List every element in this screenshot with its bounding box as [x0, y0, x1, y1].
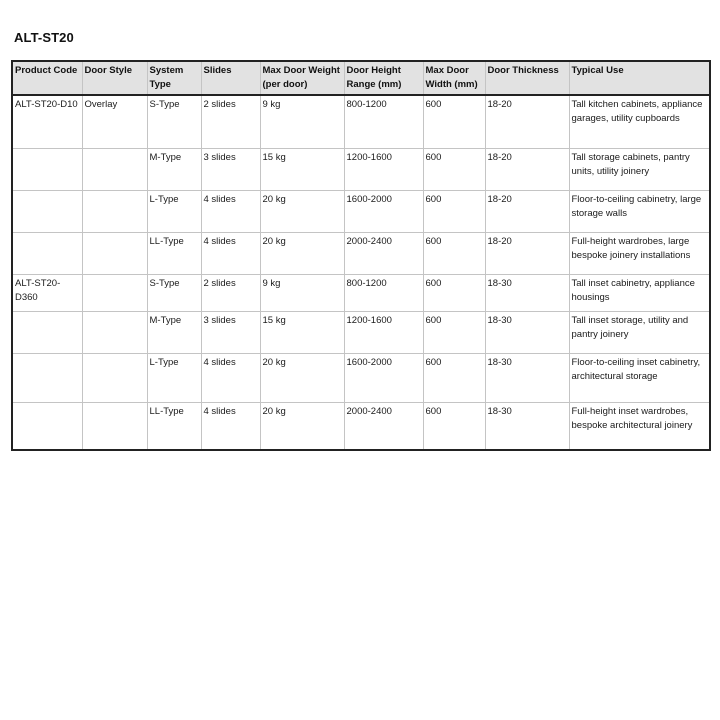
cell-door-height-range: 2000-2400 [344, 403, 423, 451]
header-door-thickness: Door Thickness [485, 61, 569, 95]
cell-typical-use: Tall inset cabinetry, appliance housings [569, 275, 710, 312]
cell-max-door-weight: 15 kg [260, 312, 344, 354]
cell-door-style [82, 275, 147, 312]
cell-max-door-width: 600 [423, 233, 485, 275]
cell-system-type: LL-Type [147, 403, 201, 451]
cell-door-style [82, 354, 147, 403]
cell-max-door-width: 600 [423, 149, 485, 191]
cell-product-code [12, 354, 82, 403]
cell-typical-use: Full-height inset wardrobes, bespoke architectural joinery [569, 403, 710, 451]
cell-door-height-range: 1200-1600 [344, 149, 423, 191]
cell-door-style [82, 403, 147, 451]
cell-slides: 3 slides [201, 312, 260, 354]
cell-door-height-range: 800-1200 [344, 275, 423, 312]
cell-door-height-range: 800-1200 [344, 95, 423, 149]
cell-typical-use: Floor-to-ceiling cabinetry, large storage walls [569, 191, 710, 233]
cell-door-thickness: 18-30 [485, 354, 569, 403]
cell-max-door-width: 600 [423, 191, 485, 233]
cell-door-style [82, 149, 147, 191]
cell-slides: 4 slides [201, 233, 260, 275]
cell-max-door-weight: 20 kg [260, 191, 344, 233]
cell-door-thickness: 18-30 [485, 275, 569, 312]
cell-door-thickness: 18-30 [485, 312, 569, 354]
cell-typical-use: Tall storage cabinets, pantry units, utility joinery [569, 149, 710, 191]
cell-max-door-width: 600 [423, 403, 485, 451]
cell-system-type: LL-Type [147, 233, 201, 275]
header-product-code: Product Code [12, 61, 82, 95]
cell-system-type: L-Type [147, 354, 201, 403]
cell-slides: 2 slides [201, 275, 260, 312]
cell-product-code [12, 233, 82, 275]
cell-product-code: ALT-ST20-D360 [12, 275, 82, 312]
cell-max-door-weight: 15 kg [260, 149, 344, 191]
cell-slides: 3 slides [201, 149, 260, 191]
cell-typical-use: Tall inset storage, utility and pantry joinery [569, 312, 710, 354]
cell-max-door-width: 600 [423, 354, 485, 403]
cell-door-thickness: 18-20 [485, 95, 569, 149]
cell-slides: 2 slides [201, 95, 260, 149]
cell-max-door-width: 600 [423, 275, 485, 312]
cell-product-code [12, 191, 82, 233]
cell-max-door-weight: 9 kg [260, 95, 344, 149]
cell-typical-use: Floor-to-ceiling inset cabinetry, architectural storage [569, 354, 710, 403]
cell-slides: 4 slides [201, 354, 260, 403]
table-row [12, 312, 710, 354]
cell-max-door-width: 600 [423, 95, 485, 149]
cell-door-style [82, 312, 147, 354]
table-row [12, 403, 710, 451]
cell-system-type: M-Type [147, 312, 201, 354]
cell-door-thickness: 18-20 [485, 149, 569, 191]
cell-door-thickness: 18-20 [485, 233, 569, 275]
cell-slides: 4 slides [201, 403, 260, 451]
cell-door-height-range: 1600-2000 [344, 191, 423, 233]
cell-product-code [12, 403, 82, 451]
cell-max-door-weight: 20 kg [260, 403, 344, 451]
header-max-door-width: Max Door Width (mm) [423, 61, 485, 95]
table-row [12, 354, 710, 403]
cell-system-type: L-Type [147, 191, 201, 233]
cell-system-type: S-Type [147, 95, 201, 149]
cell-product-code [12, 149, 82, 191]
header-door-height-range: Door Height Range (mm) [344, 61, 423, 95]
header-door-style: Door Style [82, 61, 147, 95]
table-header-row [12, 61, 710, 95]
table-row [12, 275, 710, 312]
cell-max-door-weight: 20 kg [260, 233, 344, 275]
cell-door-thickness: 18-20 [485, 191, 569, 233]
cell-system-type: M-Type [147, 149, 201, 191]
cell-product-code: ALT-ST20-D10 [12, 95, 82, 149]
cell-slides: 4 slides [201, 191, 260, 233]
cell-door-thickness: 18-30 [485, 403, 569, 451]
header-slides: Slides [201, 61, 260, 95]
header-typical-use: Typical Use [569, 61, 710, 95]
table-row [12, 233, 710, 275]
cell-max-door-weight: 20 kg [260, 354, 344, 403]
document-title: ALT-ST20 [14, 30, 74, 45]
cell-system-type: S-Type [147, 275, 201, 312]
cell-typical-use: Tall kitchen cabinets, appliance garages, utility cupboards [569, 95, 710, 149]
header-max-door-weight: Max Door Weight (per door) [260, 61, 344, 95]
cell-door-style: Overlay [82, 95, 147, 149]
cell-door-height-range: 1200-1600 [344, 312, 423, 354]
cell-door-style [82, 233, 147, 275]
cell-typical-use: Full-height wardrobes, large bespoke joinery installations [569, 233, 710, 275]
cell-product-code [12, 312, 82, 354]
cell-door-style [82, 191, 147, 233]
table-row [12, 95, 710, 149]
table-row [12, 149, 710, 191]
table-row [12, 191, 710, 233]
header-system-type: System Type [147, 61, 201, 95]
cell-door-height-range: 1600-2000 [344, 354, 423, 403]
specification-table [11, 60, 711, 451]
cell-max-door-weight: 9 kg [260, 275, 344, 312]
cell-max-door-width: 600 [423, 312, 485, 354]
cell-door-height-range: 2000-2400 [344, 233, 423, 275]
